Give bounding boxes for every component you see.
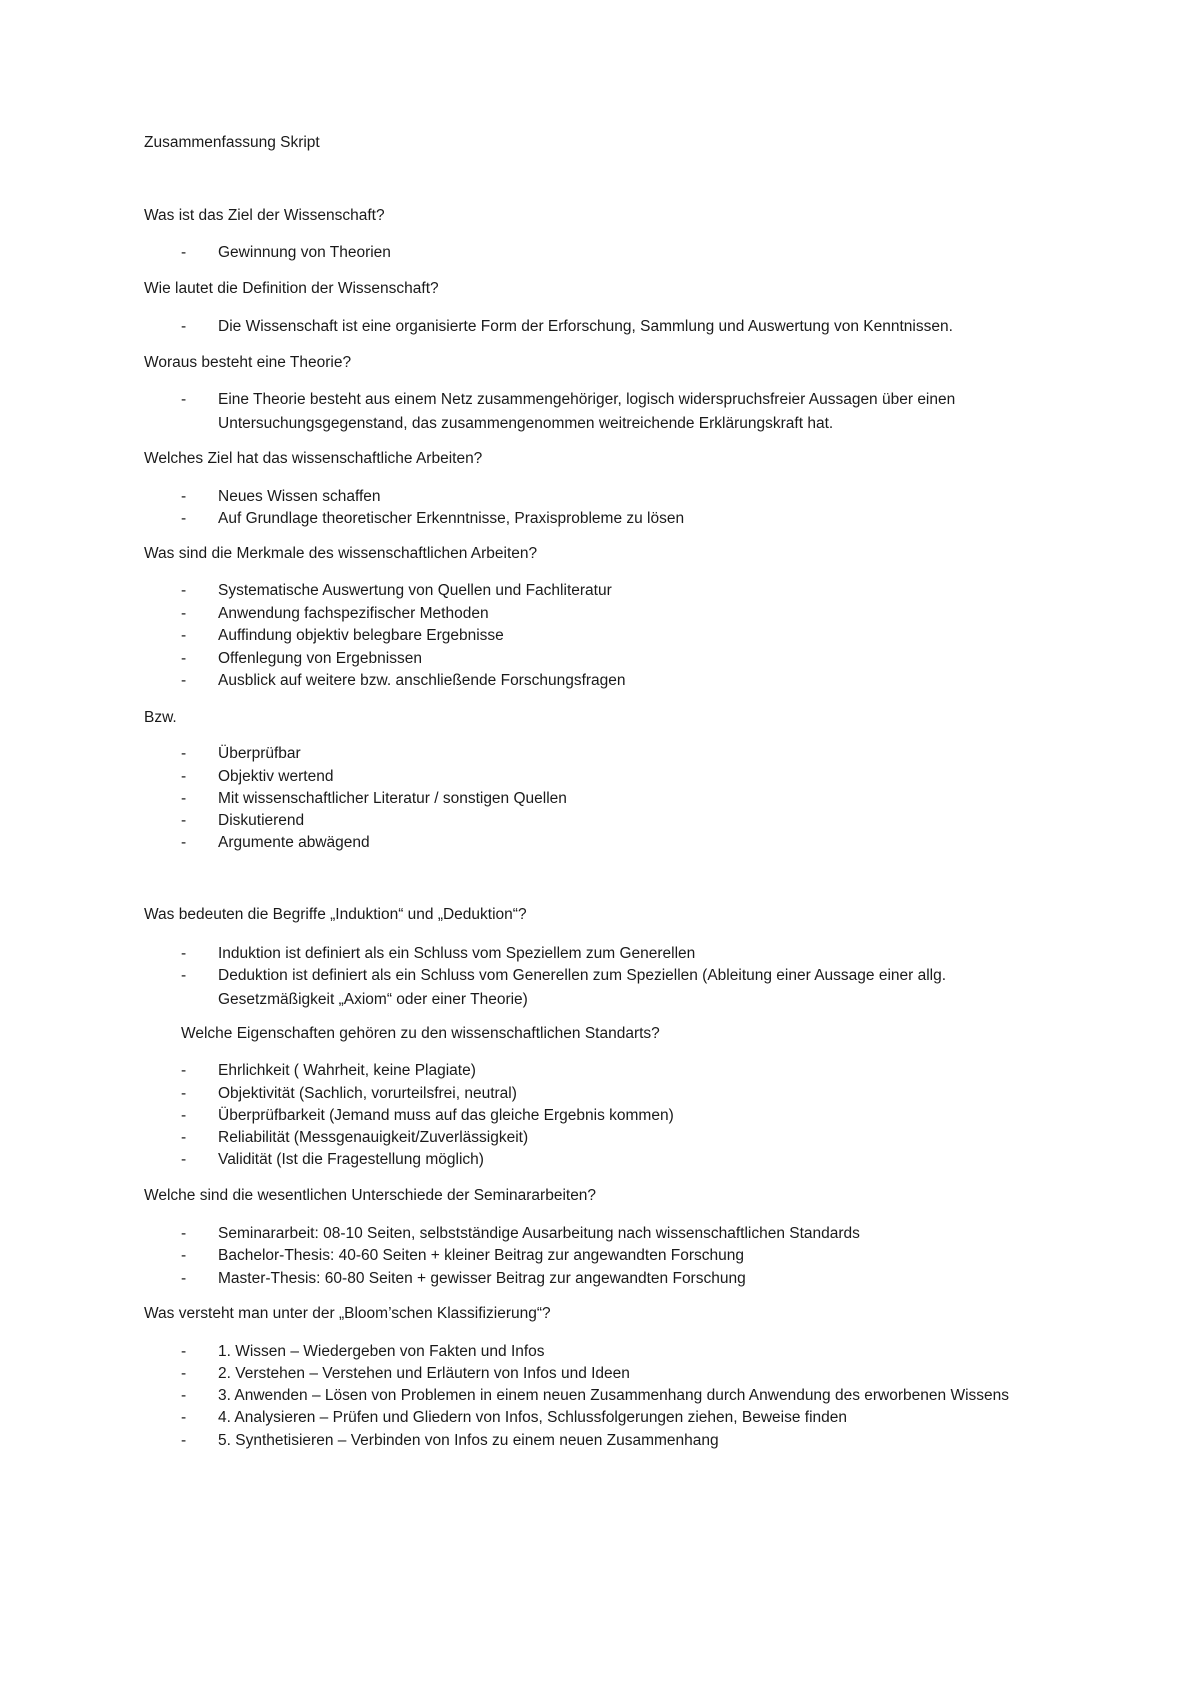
list-item-text [218,669,626,693]
bullet-dash: - [181,488,187,505]
section-question: Was sind die Merkmale des wissenschaftlichen Arbeiten? [144,545,538,562]
list-item-text [218,241,391,265]
list-item [181,1429,719,1453]
list-item-line: 2. Verstehen – Verstehen und Erläutern von Infos und Ideen [218,1365,630,1382]
list-item-text [218,1082,517,1106]
bullet-dash: - [181,1062,187,1079]
list-item [181,1267,746,1291]
bullet-dash: - [181,627,187,644]
list-item-line: Überprüfbarkeit (Jemand muss auf das gleiche Ergebnis kommen) [218,1107,674,1124]
list-item-line: Untersuchungsgegenstand, das zusammengenommen weitreichende Erklärungskraft hat. [218,415,834,432]
list-item-text [218,1362,630,1386]
bullet-dash: - [181,510,187,527]
list-item [181,765,333,789]
list-item [181,942,695,966]
bullet-dash: - [181,812,187,829]
list-item-line: Ehrlichkeit ( Wahrheit, keine Plagiate) [218,1062,476,1079]
list-item-text [218,602,489,626]
list-item-line: Validität (Ist die Fragestellung möglich) [218,1151,484,1168]
list-item [181,1384,1009,1408]
bullet-dash: - [181,967,187,984]
bullet-dash: - [181,582,187,599]
bullet-dash: - [181,1085,187,1102]
list-item-text [218,809,304,833]
list-item [181,485,381,509]
list-item [181,647,422,671]
list-item [181,809,304,833]
list-item-text [218,964,946,1012]
section-question: Welches Ziel hat das wissenschaftliche Arbeiten? [144,450,483,467]
bullet-dash: - [181,790,187,807]
list-item [181,1362,630,1386]
list-item-text [218,485,381,509]
list-item [181,831,370,855]
list-item-text [218,1340,545,1364]
list-item [181,1104,674,1128]
list-item [181,1406,847,1430]
list-item-line: Eine Theorie besteht aus einem Netz zusammengehöriger, logisch widerspruchsfreier Aussagen über einen [218,391,956,408]
bullet-dash: - [181,745,187,762]
section-question: Welche Eigenschaften gehören zu den wissenschaftlichen Standarts? [181,1025,660,1042]
bullet-dash: - [181,1343,187,1360]
list-item-text [218,831,370,855]
bullet-dash: - [181,834,187,851]
bullet-dash: - [181,1387,187,1404]
bullet-dash: - [181,1225,187,1242]
bullet-dash: - [181,1270,187,1287]
list-item-text [218,1406,847,1430]
bullet-dash: - [181,318,187,335]
list-item-line: Gewinnung von Theorien [218,244,391,261]
list-item-line: Die Wissenschaft ist eine organisierte Form der Erforschung, Sammlung und Auswertung von Kenntnissen. [218,318,953,335]
list-item [181,241,391,265]
section-question: Wie lautet die Definition der Wissenschaft? [144,280,439,297]
bullet-dash: - [181,672,187,689]
list-item-line: 5. Synthetisieren – Verbinden von Infos zu einem neuen Zusammenhang [218,1432,719,1449]
list-item-line: Objektiv wertend [218,768,334,785]
list-item-line: 3. Anwenden – Lösen von Problemen in einem neuen Zusammenhang durch Anwendung des erworbenen Wissens [218,1387,1010,1404]
list-item-line: Bachelor-Thesis: 40-60 Seiten + kleiner Beitrag zur angewandten Forschung [218,1247,745,1264]
list-item-text [218,1429,719,1453]
list-item-line: Objektivität (Sachlich, vorurteilsfrei, neutral) [218,1085,517,1102]
list-item [181,1059,476,1083]
list-item-text [218,579,612,603]
list-item [181,1222,860,1246]
list-item-text [218,647,422,671]
bullet-dash: - [181,1107,187,1124]
section-question: Was bedeuten die Begriffe „Induktion“ und „Deduktion“? [144,906,527,923]
list-item-line: Argumente abwägend [218,834,370,851]
list-item-text [218,1126,528,1150]
list-item [181,624,504,648]
bullet-dash: - [181,1365,187,1382]
list-item [181,1148,484,1172]
bullet-dash: - [181,650,187,667]
section-question: Welche sind die wesentlichen Unterschiede der Seminararbeiten? [144,1187,597,1204]
bullet-dash: - [181,945,187,962]
list-item-line: Diskutierend [218,812,305,829]
list-item-line: Neues Wissen schaffen [218,488,381,505]
list-item [181,742,301,766]
bullet-dash: - [181,1409,187,1426]
list-item-line: Master-Thesis: 60-80 Seiten + gewisser Beitrag zur angewandten Forschung [218,1270,746,1287]
bullet-dash: - [181,391,187,408]
list-item-line: Auf Grundlage theoretischer Erkenntnisse, Praxisprobleme zu lösen [218,510,685,527]
bullet-dash: - [181,768,187,785]
list-item-text [218,388,955,436]
list-item-text [218,1267,746,1291]
list-item [181,579,612,603]
list-item-text [218,1384,1009,1408]
list-continuation-label: Bzw. [144,709,177,726]
list-item [181,1244,744,1268]
list-item-text [218,1104,674,1128]
list-item-line: Ausblick auf weitere bzw. anschließende Forschungsfragen [218,672,626,689]
list-item [181,669,626,693]
list-item [181,1126,528,1150]
bullet-dash: - [181,1129,187,1146]
list-item [181,1082,517,1106]
list-item-line: 4. Analysieren – Prüfen und Gliedern von Infos, Schlussfolgerungen ziehen, Beweise finden [218,1409,848,1426]
list-item-line: Überprüfbar [218,745,301,762]
list-item-text [218,1148,484,1172]
list-item-line: Offenlegung von Ergebnissen [218,650,422,667]
list-item-line: Auffindung objektiv belegbare Ergebnisse [218,627,504,644]
bullet-dash: - [181,1247,187,1264]
list-item [181,602,489,626]
list-item [181,315,953,339]
list-item-text [218,315,953,339]
list-item-text [218,1244,744,1268]
list-item-text [218,742,301,766]
bullet-dash: - [181,244,187,261]
list-item-line: Systematische Auswertung von Quellen und Fachliteratur [218,582,612,599]
list-item [181,787,567,811]
list-item-text [218,1222,860,1246]
list-item-line: Anwendung fachspezifischer Methoden [218,605,489,622]
list-item-line: Mit wissenschaftlicher Literatur / sonstigen Quellen [218,790,567,807]
list-item-line: Gesetzmäßigkeit „Axiom“ oder einer Theorie) [218,991,528,1008]
list-item [181,507,684,531]
list-item-text [218,507,684,531]
list-item-line: 1. Wissen – Wiedergeben von Fakten und Infos [218,1343,545,1360]
list-item-text [218,1059,476,1083]
page-title: Zusammenfassung Skript [144,134,320,151]
bullet-dash: - [181,1151,187,1168]
section-question: Was ist das Ziel der Wissenschaft? [144,207,385,224]
list-item-text [218,942,695,966]
section-question: Was versteht man unter der „Bloom’schen Klassifizierung“? [144,1305,551,1322]
list-item-line: Seminararbeit: 08-10 Seiten, selbstständige Ausarbeitung nach wissenschaftlichen Standards [218,1225,860,1242]
list-item [181,964,946,1012]
list-item-text [218,787,567,811]
bullet-dash: - [181,605,187,622]
list-item [181,1340,545,1364]
bullet-dash: - [181,1432,187,1449]
list-item-line: Deduktion ist definiert als ein Schluss vom Generellen zum Speziellen (Ableitung einer Aussage einer allg. [218,967,947,984]
list-item-line: Induktion ist definiert als ein Schluss vom Speziellem zum Generellen [218,945,696,962]
section-question: Woraus besteht eine Theorie? [144,354,352,371]
list-item-line: Reliabilität (Messgenauigkeit/Zuverlässigkeit) [218,1129,529,1146]
list-item-text [218,624,504,648]
list-item [181,388,955,436]
list-item-text [218,765,333,789]
